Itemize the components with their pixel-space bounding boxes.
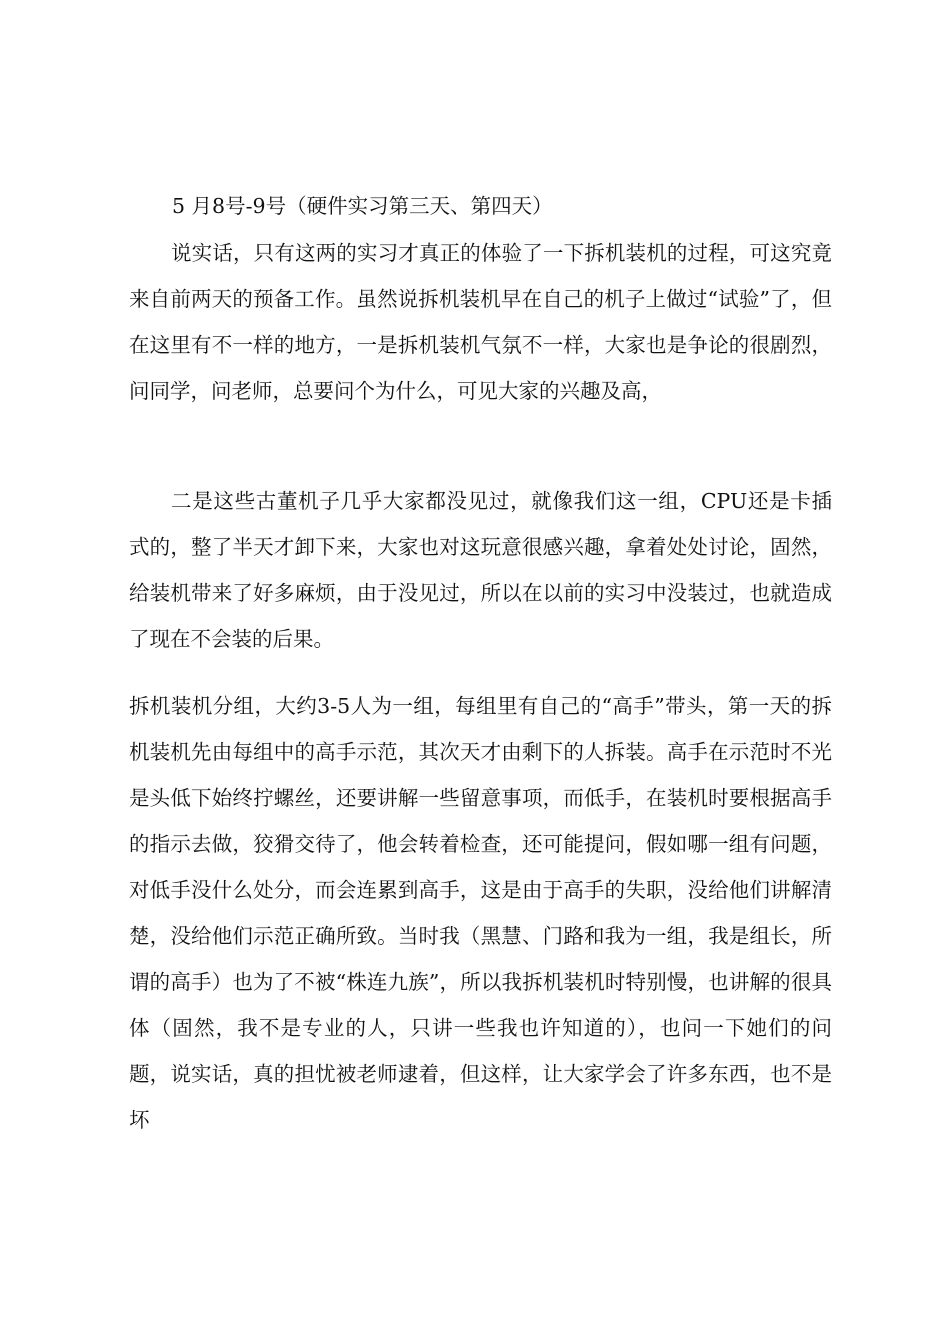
paragraph-grouping: 拆机装机分组，大约3-5人为一组，每组里有自己的“高手”带头，第一天的拆机装机先由每组中的高手示范，其次天才由剩下的人拆装。高手在示范时不光是头低下始终拧螺丝，还要讲解一些留意事项，而低手，在装机时要根据高手的指示去做，狡猾交待了，他会转着检查，还可能提问，假如哪一组有问题，对低手没什么处分，而会连累到高手，这是由于高手的失职，没给他们讲解清楚，没给他们示范正确所致。当时我（黑慧、门路和我为一组，我是组长，所谓的高手）也为了不被“株连九族”，所以我拆机装机时特别慢，也讲解的很具体（固然，我不是专业的人，只讲一些我也许知道的），也问一下她们的问题，说实话，真的担忧被老师逮着，但这样，让大家学会了许多东西，也不是坏 (129, 694, 832, 1132)
paragraph-experience: 说实话，只有这两的实习才真正的体验了一下拆机装机的过程，可这究竟来自前两天的预备工作。虽然说拆机装机早在自己的机子上做过“试验”了，但在这里有不一样的地方，一是拆机装机气氛不一样，大家也是争论的很剧烈，问同学，问老师，总要问个为什么，可见大家的兴趣及高， (129, 241, 832, 403)
section-heading: 5 月8号-9号（硬件实习第三天、第四天） (172, 194, 553, 218)
paragraph-old-machines: 二是这些古董机子几乎大家都没见过，就像我们这一组，CPU还是卡插式的，整了半天才卸下来，大家也对这玩意很感兴趣，拿着处处讨论，固然，给装机带来了好多麻烦，由于没见过，所以在以前的实习中没装过，也就造成了现在不会装的后果。 (129, 489, 832, 651)
